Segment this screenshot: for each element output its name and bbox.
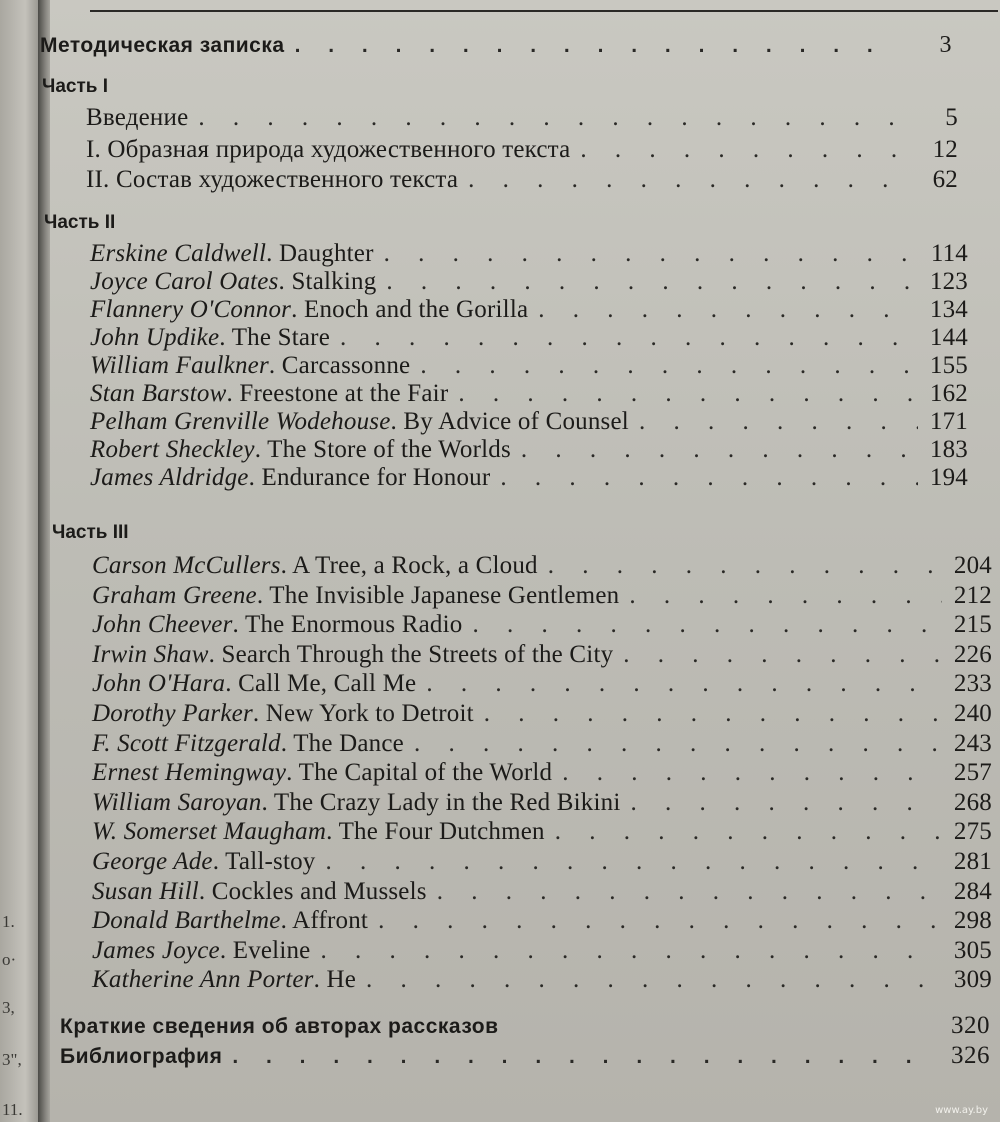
leader-dots: [458, 380, 918, 408]
leader-dots: [538, 296, 918, 324]
leader-dots: [426, 670, 942, 698]
leader-dots: [366, 966, 942, 994]
toc-entry[interactable]: [92, 848, 992, 876]
leader-dots: [580, 136, 908, 164]
leader-dots: [378, 907, 942, 935]
entry-author: Stan Barstow: [90, 380, 227, 407]
author-separator: .: [252, 700, 266, 727]
leader-dots: [500, 464, 918, 492]
toc-entry[interactable]: [92, 641, 992, 669]
entry-story-title: New York to Detroit: [265, 700, 474, 727]
entry-author: W. Somerset Maugham: [92, 818, 327, 846]
entry-author: Susan Hill: [92, 877, 199, 905]
entry-title: [92, 641, 613, 669]
author-separator: .: [212, 848, 226, 875]
entry-title: [92, 966, 356, 994]
author-separator: .: [219, 936, 233, 964]
entry-page: 240: [953, 700, 992, 727]
leader-dots: [326, 848, 943, 876]
author-separator: .: [225, 670, 239, 698]
entry-page: 162: [929, 380, 968, 407]
entry-page: 5: [945, 104, 958, 131]
leader-dots: [548, 552, 942, 580]
leader-dots: [414, 730, 942, 758]
toc-entry[interactable]: [90, 408, 968, 436]
leader-dots: [472, 611, 942, 639]
entry-title: [92, 582, 619, 610]
entry-page: 309: [953, 966, 992, 994]
toc-entry[interactable]: [86, 166, 958, 194]
entry-author: John Cheever: [92, 611, 233, 639]
entry-story-title: Freestone at the Fair: [239, 380, 449, 407]
entry-page: 268: [953, 788, 992, 816]
left-page-fragment: 3,: [2, 998, 15, 1017]
leader-dots: [320, 937, 942, 965]
entry-page: 233: [953, 670, 992, 698]
left-page-fragment: о·: [2, 950, 17, 969]
entry-page: 320: [951, 1012, 990, 1039]
entry-title: Введение: [86, 104, 189, 131]
entry-author: Flannery O'Connor: [90, 296, 292, 323]
entry-title: [90, 464, 490, 492]
part-1-heading: Часть I: [42, 76, 109, 97]
entry-title: [92, 907, 368, 935]
leader-dots: [384, 240, 918, 268]
entry-story-title: Eveline: [232, 936, 311, 964]
toc-entry[interactable]: [90, 380, 968, 408]
entry-story-title: The Crazy Lady in the Red Bikini: [273, 788, 621, 816]
entry-story-title: The Capital of the World: [298, 759, 553, 787]
entry-author: Irwin Shaw: [92, 640, 209, 668]
entry-title: [92, 759, 552, 787]
leader-dots: [631, 789, 943, 817]
author-separator: .: [326, 818, 339, 846]
author-separator: .: [232, 611, 245, 639]
author-separator: .: [266, 240, 280, 267]
entry-title: [92, 878, 427, 906]
author-separator: .: [256, 581, 270, 609]
entry-author: John O'Hara: [92, 670, 226, 698]
toc-entry[interactable]: [90, 324, 968, 352]
entry-story-title: Affront: [292, 907, 369, 935]
entry-page: 298: [953, 907, 992, 935]
author-separator: .: [226, 380, 240, 407]
entry-story-title: Endurance for Honour: [261, 464, 491, 491]
toc-entry-method-note[interactable]: [40, 32, 952, 59]
part-3-heading: Часть III: [52, 522, 129, 543]
leader-dots: [484, 700, 942, 728]
entry-story-title: The Dance: [293, 729, 404, 757]
entry-page: 281: [953, 848, 992, 875]
entry-story-title: Cockles and Mussels: [211, 877, 427, 905]
leader-dots: [232, 1045, 940, 1069]
toc-entry[interactable]: [86, 136, 958, 164]
left-page-fragment: 1.: [2, 912, 15, 931]
entry-author: James Joyce: [92, 936, 220, 964]
author-separator: .: [261, 788, 274, 816]
entry-page: 171: [929, 408, 968, 435]
toc-entry[interactable]: [90, 240, 968, 268]
contents-page: [40, 0, 1000, 1122]
entry-story-title: Carcassonne: [281, 352, 411, 379]
entry-title: [92, 789, 621, 817]
entry-story-title: A Tree, a Rock, a Cloud: [292, 552, 538, 579]
entry-page: 212: [953, 581, 992, 609]
entry-title: [92, 552, 538, 580]
entry-story-title: Stalking: [291, 268, 377, 295]
entry-page: 275: [953, 818, 992, 846]
entry-title: [90, 324, 330, 352]
entry-page: 134: [929, 296, 968, 323]
entry-title: [90, 296, 528, 324]
entry-page: 114: [930, 240, 968, 267]
entry-author: Graham Greene: [92, 581, 257, 609]
entry-story-title: Daughter: [279, 240, 374, 267]
leader-dots: [295, 34, 902, 58]
entry-story-title: The Stare: [231, 324, 330, 351]
author-separator: .: [198, 877, 212, 905]
entry-page: 243: [953, 729, 992, 757]
entry-author: George Ade: [92, 848, 213, 875]
toc-entry-authors-info[interactable]: [60, 1012, 990, 1040]
toc-entry[interactable]: [86, 104, 958, 132]
entry-author: Dorothy Parker: [92, 700, 253, 727]
toc-entry[interactable]: [92, 611, 992, 639]
author-separator: .: [278, 268, 292, 295]
toc-entry[interactable]: [92, 818, 992, 846]
toc-entry[interactable]: [92, 878, 992, 906]
entry-page: 3: [939, 32, 952, 58]
entry-page: 257: [953, 759, 992, 787]
entry-story-title: The Four Dutchmen: [338, 818, 545, 846]
leader-dots: [629, 582, 942, 610]
toc-entry[interactable]: [92, 582, 992, 610]
author-separator: .: [280, 729, 294, 757]
left-page-edge: [0, 0, 42, 1122]
entry-page: 62: [932, 166, 958, 193]
leader-dots: [521, 436, 918, 464]
entry-page: 183: [929, 436, 968, 463]
entry-story-title: He: [326, 966, 357, 994]
entry-page: 12: [932, 136, 958, 163]
toc-entry[interactable]: [90, 268, 968, 296]
toc-entry[interactable]: [90, 436, 968, 464]
entry-story-title: By Advice of Counsel: [403, 408, 629, 435]
toc-entry[interactable]: [92, 730, 992, 758]
author-separator: .: [208, 640, 222, 668]
entry-title: [90, 436, 511, 464]
toc-entry[interactable]: [92, 670, 992, 698]
leader-dots: [386, 268, 918, 296]
entry-page: 204: [953, 552, 992, 579]
entry-title: [92, 937, 310, 965]
entry-page: 305: [953, 936, 992, 964]
author-separator: .: [219, 324, 232, 351]
entry-title: [92, 848, 316, 876]
leader-dots: [562, 759, 942, 787]
entry-title: [90, 268, 376, 296]
author-separator: .: [280, 552, 293, 579]
left-page-fragment: 11.: [2, 1100, 23, 1119]
entry-title: [90, 380, 448, 408]
toc-entry[interactable]: [90, 352, 968, 380]
toc-entry[interactable]: [92, 966, 992, 994]
entry-story-title: Call Me, Call Me: [238, 670, 417, 698]
entry-title: [92, 700, 474, 728]
toc-entry[interactable]: [90, 296, 968, 324]
entry-page: 326: [951, 1042, 990, 1069]
leader-dots: [468, 166, 908, 194]
author-separator: .: [280, 907, 293, 935]
leader-dots: [639, 408, 918, 436]
leader-dots: [555, 818, 942, 846]
author-separator: .: [291, 296, 304, 323]
entry-title: Библиография: [60, 1045, 223, 1068]
entry-story-title: The Store of the Worlds: [267, 436, 511, 463]
author-separator: .: [390, 408, 404, 435]
entry-page: 284: [953, 877, 992, 905]
entry-story-title: The Enormous Radio: [245, 611, 463, 639]
entry-story-title: Search Through the Streets of the City: [221, 640, 614, 668]
entry-title: II. Состав художественного текста: [86, 166, 459, 193]
leader-dots: [420, 352, 918, 380]
entry-title: [90, 240, 374, 268]
leader-dots: [623, 641, 942, 669]
toc-entry[interactable]: [92, 789, 992, 817]
entry-author: Erskine Caldwell: [90, 240, 267, 267]
entry-author: James Aldridge: [90, 464, 249, 491]
entry-title: [92, 611, 462, 639]
top-rule: [90, 10, 998, 12]
entry-author: Katherine Ann Porter: [92, 966, 314, 994]
entry-page: 123: [929, 268, 968, 295]
entry-title: Краткие сведения об авторах рассказов: [60, 1015, 499, 1038]
toc-entry[interactable]: [92, 759, 992, 787]
author-separator: .: [254, 436, 268, 463]
entry-title: Методическая записка: [40, 34, 285, 57]
entry-author: Robert Sheckley: [90, 436, 255, 463]
entry-page: 215: [953, 611, 992, 639]
toc-entry[interactable]: [90, 464, 968, 492]
entry-author: William Faulkner: [90, 352, 269, 379]
entry-author: William Saroyan: [92, 788, 262, 816]
entry-page: 194: [929, 464, 968, 491]
entry-author: Joyce Carol Oates: [90, 268, 279, 295]
entry-author: Pelham Grenville Wodehouse: [90, 408, 391, 435]
part-2-heading: Часть II: [44, 212, 116, 233]
toc-entry[interactable]: [92, 907, 992, 935]
entry-story-title: The Invisible Japanese Gentlemen: [269, 581, 620, 609]
toc-entry[interactable]: [92, 552, 992, 580]
entry-page: 226: [953, 640, 992, 668]
leader-dots: [340, 324, 918, 352]
author-separator: .: [248, 464, 262, 491]
entry-page: 144: [929, 324, 968, 351]
entry-author: Donald Barthelme: [92, 907, 281, 935]
author-separator: .: [268, 352, 282, 379]
toc-entry[interactable]: [92, 700, 992, 728]
leader-dots: [437, 878, 942, 906]
toc-entry[interactable]: [92, 937, 992, 965]
entry-story-title: Tall-stoy: [225, 848, 316, 875]
entry-page: 155: [929, 352, 968, 379]
entry-title: [92, 730, 404, 758]
entry-story-title: Enoch and the Gorilla: [304, 296, 529, 323]
entry-author: F. Scott Fitzgerald: [92, 729, 281, 757]
entry-title: [92, 670, 416, 698]
entry-title: I. Образная природа художественного текста: [86, 136, 571, 163]
entry-title: [90, 352, 410, 380]
watermark: www.ay.by: [935, 1105, 988, 1116]
left-page-fragment: 3",: [2, 1050, 22, 1069]
entry-title: [92, 818, 545, 846]
author-separator: .: [286, 759, 299, 787]
entry-author: Carson McCullers: [92, 552, 281, 579]
entry-title: [90, 408, 629, 436]
entry-author: John Updike: [90, 324, 220, 351]
leader-dots: [198, 104, 908, 132]
toc-entry-bibliography[interactable]: [60, 1042, 990, 1070]
entry-author: Ernest Hemingway: [92, 759, 287, 787]
author-separator: .: [313, 966, 327, 994]
